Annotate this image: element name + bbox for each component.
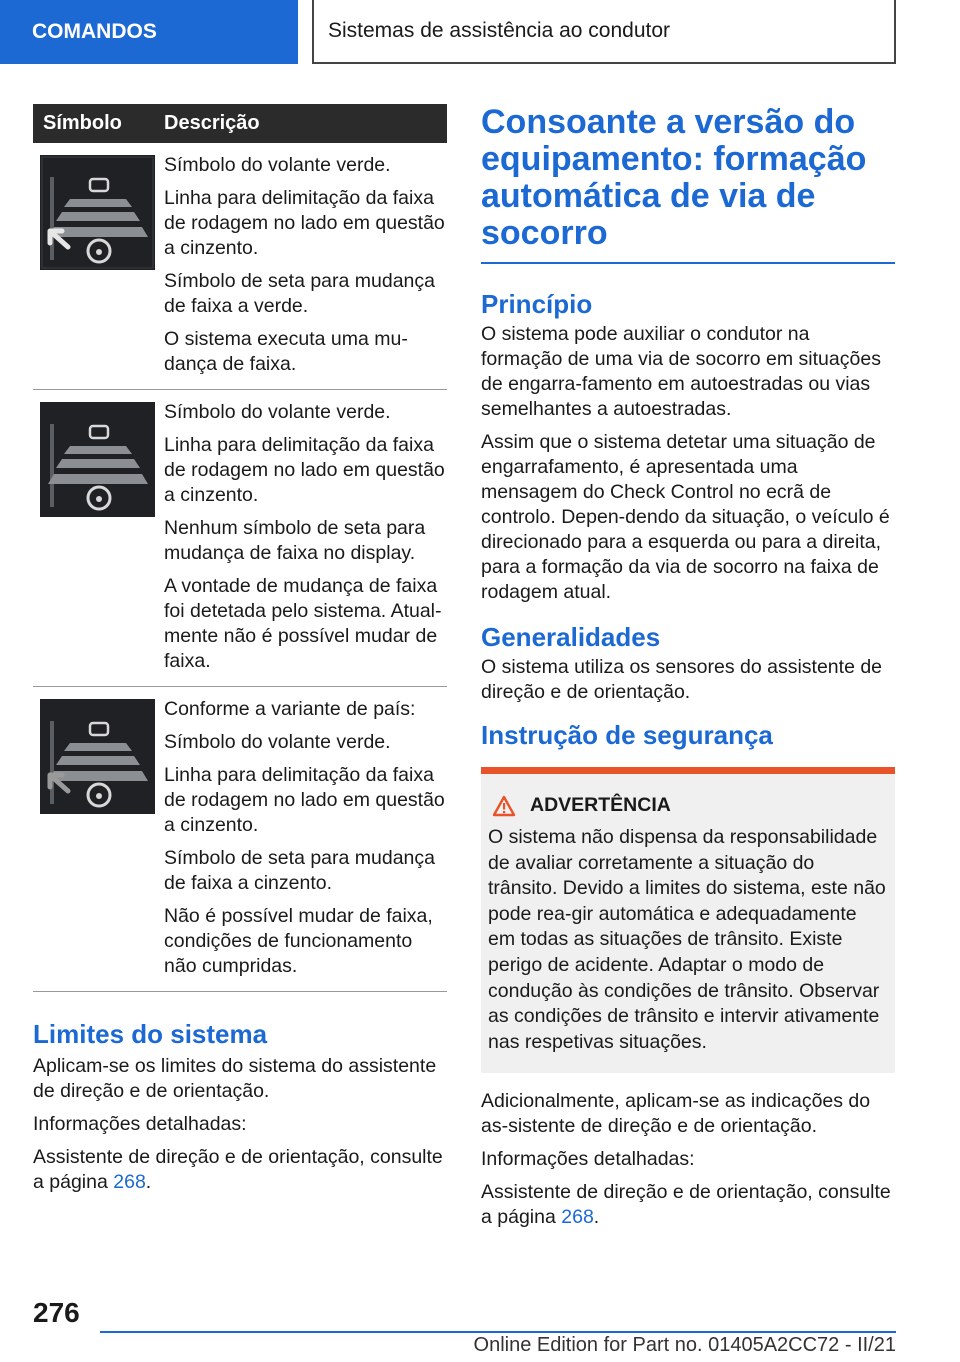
desc-line: Não é possível mudar de faixa, condições de funcionamento não cumpridas. <box>164 905 433 977</box>
page-link[interactable]: 268 <box>113 1171 146 1193</box>
detail-label: Informações detalhadas: <box>481 1148 695 1171</box>
section-tab: COMANDOS <box>0 0 298 64</box>
right-column <box>481 104 895 1238</box>
desc-line: Símbolo do volante verde. <box>164 731 391 753</box>
main-heading: Consoante a versão do equipamento: formação automática de via de socorro <box>481 104 895 264</box>
desc-line: A vontade de mudança de faixa foi detetada pelo sistema. Atual-mente não é possível mudar de faixa. <box>164 575 442 672</box>
warning-title: ADVERTÊNCIA <box>488 794 887 817</box>
general-text: O sistema utiliza os sensores do assistente de direção e de orientação. <box>481 656 883 703</box>
chapter-title: Sistemas de assistência ao condutor <box>312 0 896 64</box>
additional-text: Adicionalmente, aplicam-se as indicações do as-sistente de direção e de orientação. <box>481 1090 871 1138</box>
principle-text: Assim que o sistema detetar uma situação de engarrafamento, é apresentada uma mensagem do Check Control no ecrã de controlo. Depen-dendo da situação, o veículo é direcionado para a esquerda ou para a direita, para a formação da via de socorro na faixa de rodagem atual. <box>481 431 890 603</box>
detail-label: Informações detalhadas: <box>33 1113 247 1135</box>
table-header <box>33 104 447 143</box>
warning-triangle-icon <box>492 795 516 817</box>
lane-change-arrow-grey-icon <box>33 697 156 979</box>
row-description <box>156 153 447 377</box>
limits-text: Aplicam-se os limites do sistema do assistente de direção e de orientação. <box>33 1055 437 1102</box>
desc-line: Símbolo do volante verde. <box>164 154 391 176</box>
desc-line: Conforme a variante de país: <box>164 698 416 720</box>
section-heading-general: Generalidades <box>481 622 661 652</box>
table-row <box>33 143 447 390</box>
section-heading-principle: Princípio <box>481 289 593 319</box>
desc-line: Símbolo do volante verde. <box>164 401 391 423</box>
lane-change-arrow-green-icon <box>33 153 156 377</box>
table-row <box>33 390 447 687</box>
warning-box <box>481 767 895 1073</box>
col-description: Descrição <box>164 112 260 134</box>
page-link[interactable]: 268 <box>561 1206 594 1229</box>
footer-rule <box>100 1331 896 1333</box>
desc-line: Símbolo de seta para mudança de faixa a verde. <box>164 270 436 317</box>
principle-text: O sistema pode auxiliar o condutor na formação de uma via de socorro em situações de engarra-famento em autoestradas ou vias semelhantes a autoestradas. <box>481 323 881 420</box>
desc-line: Linha para delimitação da faixa de rodagem no lado em questão a cinzento. <box>164 187 445 259</box>
desc-line: O sistema executa uma mu-dança de faixa. <box>164 328 408 375</box>
desc-line: Nenhum símbolo de seta para mudança de faixa no display. <box>164 517 426 564</box>
edition-text: Online Edition for Part no. 01405A2CC72 - II/21 <box>473 1334 896 1356</box>
reference-text: Assistente de direção e de orientação, consulte a página 268. <box>481 1181 891 1229</box>
desc-line: Símbolo de seta para mudança de faixa a cinzento. <box>164 847 436 894</box>
section-heading-limits: Limites do sistema <box>33 1019 268 1049</box>
steering-wheel-lane-icon <box>33 400 156 674</box>
reference-text: Assistente de direção e de orientação, consulte a página 268. <box>33 1146 443 1193</box>
desc-line: Linha para delimitação da faixa de rodagem no lado em questão a cinzento. <box>164 764 445 836</box>
page-number: 276 <box>33 1297 80 1328</box>
row-description <box>156 400 447 674</box>
left-column <box>33 104 447 1203</box>
row-description <box>156 697 447 979</box>
desc-line: Linha para delimitação da faixa de rodagem no lado em questão a cinzento. <box>164 434 445 506</box>
table-row <box>33 687 447 992</box>
warning-text: O sistema não dispensa da responsabilidade de avaliar corretamente a situação do trânsito. Devido a limites do sistema, este não pode rea-gir automática e adequadamente em todas as situações de trânsito. Existe perigo de acidente. Adaptar o modo de condução às condições de trânsito. Observar as condições de trânsito e intervir ativamente nas respetivas situações. <box>488 826 886 1053</box>
section-heading-safety: Instrução de segurança <box>481 720 773 750</box>
col-symbol: Símbolo <box>43 112 122 134</box>
